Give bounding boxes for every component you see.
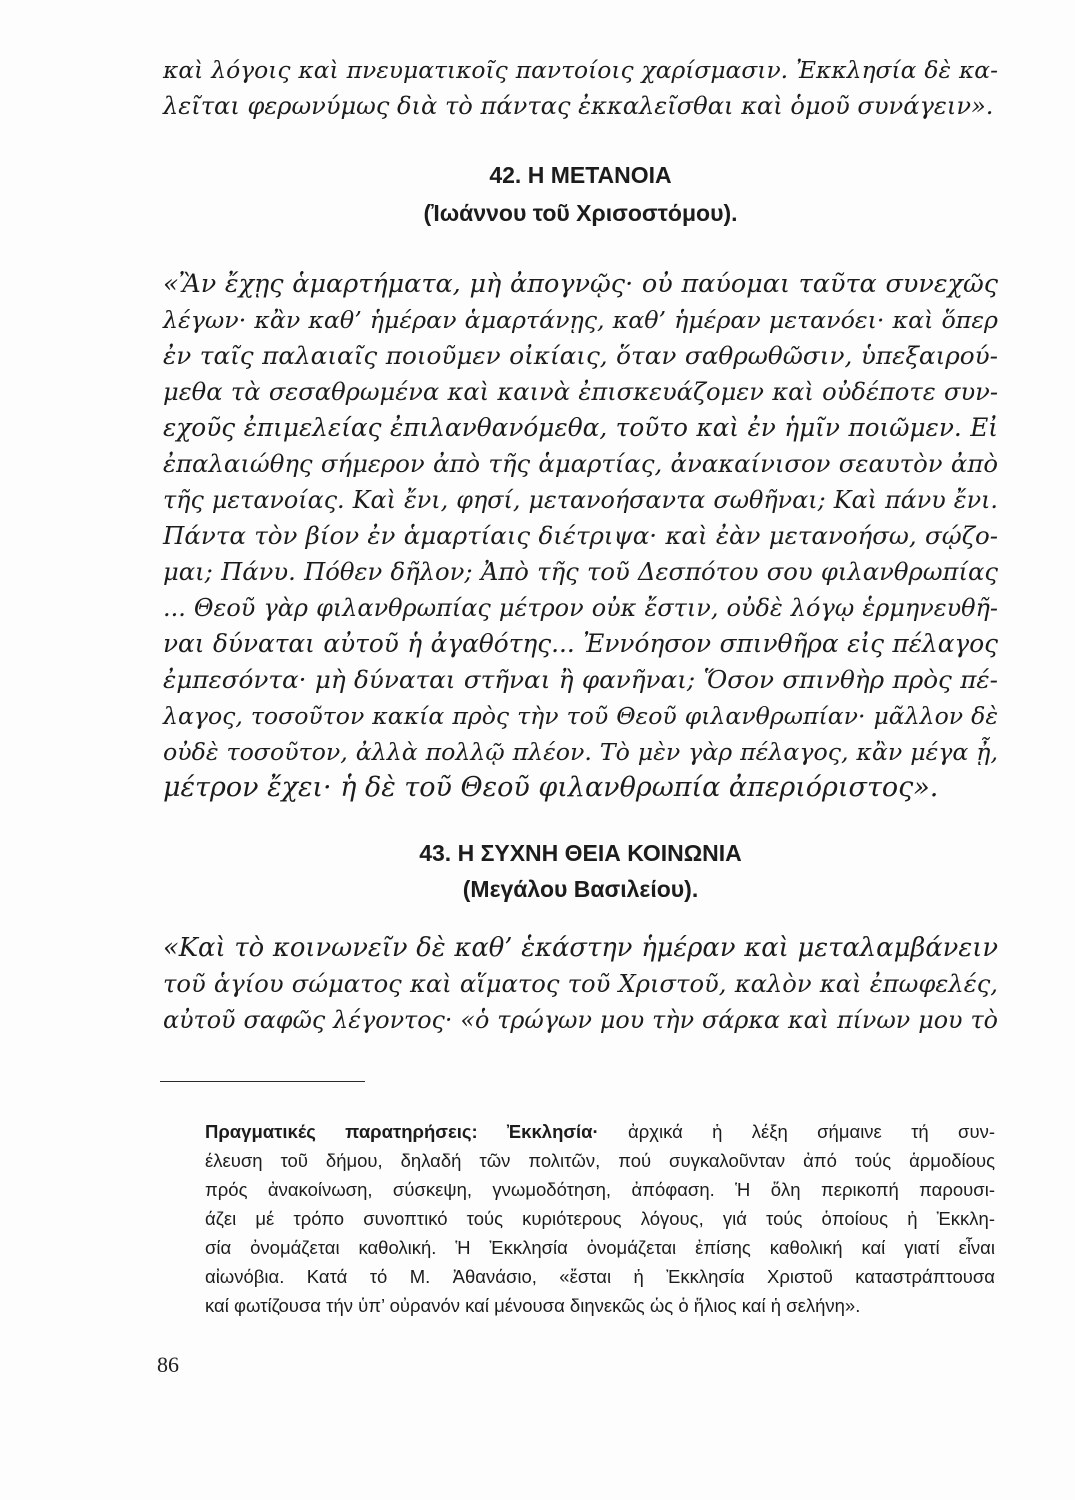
section-42-line: μέτρον ἔχει· ἡ δὲ τοῦ Θεοῦ φιλανθρωπία ἀπεριόριστος». (163, 772, 939, 803)
intro-paragraph (163, 52, 998, 124)
footnote-line: άζει μέ τρόπο συνοπτικό τούς κυριότερους λόγους, γιά τούς ὁποίους ἡ Ἐκκλη- (205, 1208, 995, 1229)
section-42-line: λέγων· κἂν καθ’ ἡμέραν ἁμαρτάνῃς, καθ’ ἡμέραν μετανόει· καὶ ὅπερ (163, 306, 998, 334)
section-42-line: ἐν ταῖς παλαιαῖς ποιοῦμεν οἰκίαις, ὅταν σαθρωθῶσιν, ὑπεξαιρού- (163, 341, 998, 370)
footnote-line: αἰωνόβια. Κατά τό Μ. Ἀθανάσιο, «ἔσται ἡ Ἐκκλησία Χριστοῦ καταστράπτουσα (205, 1266, 995, 1287)
section-42-title: 42. Η ΜΕΤΑΝΟΙΑ (489, 162, 672, 188)
section-43-title: 43. Η ΣΥΧΝΗ ΘΕΙΑ ΚΟΙΝΩΝΙΑ (419, 840, 742, 866)
page-number: 86 (157, 1352, 179, 1377)
footnote-divider (160, 1081, 365, 1082)
section-43-text (163, 930, 998, 1038)
footnote-first-line-text: ἀρχικά ἡ λέξη σήμαινε τή συν- (628, 1121, 995, 1142)
section-43-line: «Καὶ τὸ κοινωνεῖν δὲ καθ’ ἑκάστην ἡμέραν καὶ μεταλαμβάνειν (163, 933, 998, 963)
section-42-line: μεθα τὰ σεσαθρωμένα καὶ καινὰ ἐπισκευάζομεν καὶ οὐδέποτε συν- (163, 378, 998, 406)
section-43-subtitle: (Μεγάλου Βασιλείου). (462, 876, 699, 902)
section-42-subtitle: (Ἰωάννου τοῦ Χρισοστόμου). (423, 200, 738, 226)
section-43-line: αὐτοῦ σαφῶς λέγοντος· «ὁ τρώγων μου τὴν σάρκα καὶ πίνων μου τὸ (163, 1006, 998, 1034)
section-42-line: «Ἂν ἔχῃς ἁμαρτήματα, μὴ ἀπογνῷς· οὐ παύομαι ταῦτα συνεχῶς (163, 269, 998, 299)
section-42-line: ἐμπεσόντα· μὴ δύναται στῆναι ἢ φανῆναι; Ὅσον σπινθὴρ πρὸς πέ- (163, 665, 998, 694)
footnote-term: Ἐκκλησία· (507, 1121, 599, 1142)
section-42-line: μαι; Πάνυ. Πόθεν δῆλον; Ἀπὸ τῆς τοῦ Δεσπότου σου φιλανθρωπίας (163, 557, 998, 586)
intro-line: λεῖται φερωνύμως διὰ τὸ πάντας ἐκκαλεῖσθαι καὶ ὁμοῦ συνάγειν». (163, 92, 994, 120)
section-43-line: τοῦ ἁγίου σώματος καὶ αἵματος τοῦ Χριστοῦ, καλὸν καὶ ἐπωφελές, (163, 970, 998, 998)
intro-line: καὶ λόγοις καὶ πνευματικοῖς παντοίοις χαρίσμασιν. Ἐκκλησία δὲ κα- (163, 56, 998, 84)
section-42-line: εχοῦς ἐπιμελείας ἐπιλανθανόμεθα, τοῦτο καὶ ἐν ἡμῖν ποιῶμεν. Εἰ (163, 413, 998, 442)
footnote-line: καί φωτίζουσα τήν ὑπ’ οὐρανόν καί μένουσα διηνεκῶς ὡς ὁ ἥλιος καί ἡ σελήνη». (205, 1295, 861, 1316)
section-42-line: ἐπαλαιώθης σήμερον ἀπὸ τῆς ἁμαρτίας, ἀνακαίνισον σεαυτὸν ἀπὸ (163, 449, 998, 478)
section-42-line: Πάντα τὸν βίον ἐν ἁμαρτίαις διέτριψα· καὶ ἐὰν μετανοήσω, σῴζο- (163, 521, 998, 550)
footnote-line: πρός ἀνακοίνωση, σύσκεψη, γνωμοδότηση, ἀπόφαση. Ἡ ὅλη περικοπή παρουσι- (205, 1179, 995, 1200)
section-42-line: τῆς μετανοίας. Καὶ ἔνι, φησί, μετανοήσαντα σωθῆναι; Καὶ πάνυ ἔνι. (163, 486, 998, 514)
section-42-line: λαγος, τοσοῦτον κακία πρὸς τὴν τοῦ Θεοῦ φιλανθρωπίαν· μᾶλλον δὲ (163, 702, 998, 730)
footnote-label: Πραγματικές παρατηρήσεις: (205, 1121, 478, 1142)
footnote-line: σία ὀνομάζεται καθολική. Ἡ Ἐκκλησία ὀνομάζεται ἐπίσης καθολική καί γιατί εἶναι (205, 1237, 995, 1258)
section-42-line: ναι δύναται αὐτοῦ ἡ ἀγαθότης... Ἐννόησον σπινθῆρα εἰς πέλαγος (163, 629, 998, 658)
section-42-line: οὐδὲ τοσοῦτον, ἀλλὰ πολλῷ πλέον. Τὸ μὲν γὰρ πέλαγος, κἂν μέγα ᾖ, (163, 738, 998, 766)
footnote-line: έλευση τοῦ δήμου, δηλαδή τῶν πολιτῶν, πού συγκαλοῦνταν ἀπό τούς ἁρμοδίους (205, 1150, 995, 1171)
section-42-line: ... Θεοῦ γὰρ φιλανθρωπίας μέτρον οὐκ ἔστιν, οὐδὲ λόγῳ ἑρμηνευθῆ- (163, 594, 998, 622)
footnote (205, 1117, 995, 1320)
section-42-text (163, 266, 998, 806)
footnote-line (205, 1117, 995, 1146)
